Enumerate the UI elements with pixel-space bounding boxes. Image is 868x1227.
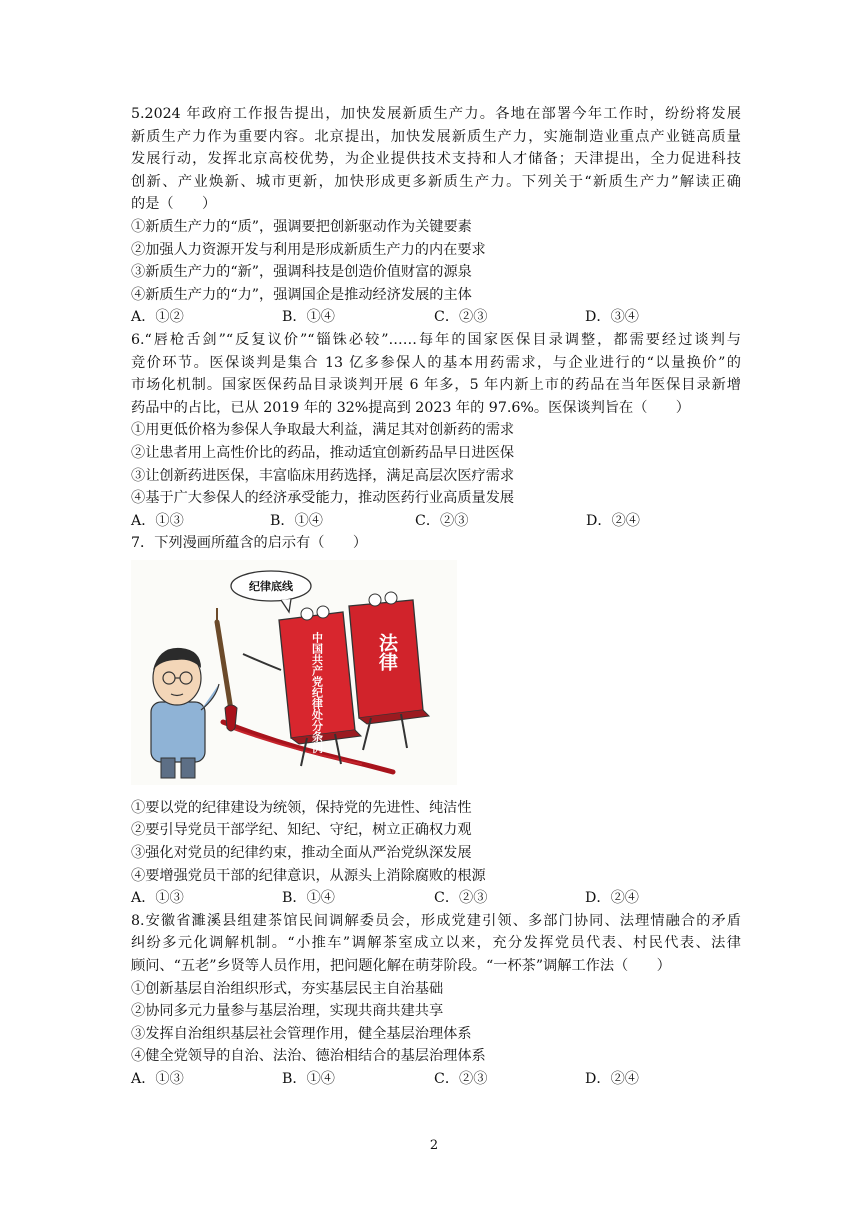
statement-item: ①要以党的纪律建设为统领，保持党的先进性、纯洁性 (131, 799, 472, 816)
question-stem-line: 8.安徽省濉溪县组建茶馆民间调解委员会，形成党建引领、多部门协同、法理情融合的矛盾 (131, 912, 741, 929)
option-a[interactable]: A．①② (131, 309, 184, 326)
page-content (131, 103, 741, 1091)
option-c[interactable]: C．②③ (434, 1071, 488, 1087)
statement-item: ④要增强党员干部的纪律意识，从源头上消除腐败的根源 (131, 867, 486, 884)
statement-item: ①创新基层自治组织形式，夯实基层民主自治基础 (131, 980, 444, 997)
statement-item: ③新质生产力的“新”，强调科技是创造价值财富的源泉 (131, 264, 472, 281)
option-b[interactable]: B．①④ (282, 1071, 335, 1087)
option-c[interactable]: C．②③ (434, 890, 488, 907)
question-stem-line: 发展行动，发挥北京高校优势，为企业提供技术支持和人才储备；天津提出，全力促进科技 (131, 151, 741, 168)
question-5 (131, 103, 741, 329)
option-b[interactable]: B．①④ (282, 309, 335, 326)
question-6 (131, 329, 741, 532)
question-stem-line: 纠纷多元化调解机制。“小推车”调解茶室成立以来，充分发挥党员代表、村民代表、法律 (131, 935, 741, 952)
option-d[interactable]: D．③④ (585, 309, 639, 326)
statement-item: ③让创新药进医保，丰富临床用药选择，满足高层次医疗需求 (131, 467, 515, 484)
statement-item: ①新质生产力的“质”，强调要把创新驱动作为关键要素 (131, 218, 472, 235)
question-stem-line: 顾问、“五老”乡贤等人员作用，把问题化解在萌芽阶段。“一杯茶”调解工作法（ ） (131, 958, 671, 975)
option-c[interactable]: C．②③ (434, 309, 488, 326)
cartoon-image (131, 560, 457, 785)
option-b[interactable]: B．①④ (270, 512, 323, 529)
option-d[interactable]: D．②④ (586, 512, 640, 529)
statement-item: ②协同多元力量参与基层治理，实现共商共建共享 (131, 1003, 444, 1020)
question-7 (131, 532, 741, 910)
question-stem-line: 新质生产力作为重要内容。北京提出，加快发展新质生产力，实施制造业重点产业链高质量 (131, 128, 741, 145)
statement-item: ③强化对党员的纪律约束，推动全面从严治党纵深发展 (131, 845, 472, 862)
question-stem-line: 5.2024 年政府工作报告提出，加快发展新质生产力。各地在部署今年工作时，纷纷将发展 (131, 106, 741, 122)
page-number: 2 (429, 1138, 439, 1153)
book-left-title: 中国共产党纪律处分条例 (310, 631, 324, 753)
option-d[interactable]: D．②④ (585, 890, 639, 907)
question-stem-line: 6.“唇枪舌剑”“反复议价”“锱铢必较”……每年的国家医保目录调整，都需要经过谈判与 (131, 331, 741, 348)
answer-options (131, 510, 741, 533)
book-right-title: 法律 (376, 632, 398, 671)
option-a[interactable]: A．①③ (131, 890, 184, 907)
question-stem-line: 市场化机制。国家医保药品目录谈判开展 6 年多，5 年内新上市的药品在当年医保目录新增 (131, 377, 741, 394)
question-stem-line: 竞价环节。医保谈判是集合 13 亿多参保人的基本用药需求，与企业进行的“以量换价”的 (131, 354, 741, 371)
option-c[interactable]: C．②③ (415, 512, 469, 529)
bubble-text: 纪律底线 (249, 579, 293, 593)
question-stem-line: 的是（ ） (131, 196, 217, 213)
question-stem-line: 创新、产业焕新、城市更新，加快形成更多新质生产力。下列关于“新质生产力”解读正确 (131, 173, 741, 190)
question-stem-line: 药品中的占比，已从 2019 年的 32%提高到 2023 年的 97.6%。医保谈判旨在（ ） (131, 399, 690, 416)
statement-item: ②要引导党员干部学纪、知纪、守纪，树立正确权力观 (131, 822, 472, 839)
statement-item: ①用更低价格为参保人争取最大利益，满足其对创新药的需求 (131, 422, 515, 439)
question-stem-line: 7．下列漫画所蕴含的启示有（ ） (131, 535, 368, 552)
statement-item: ③发挥自治组织基层社会管理作用，健全基层治理体系 (131, 1025, 472, 1042)
statement-item: ④基于广大参保人的经济承受能力，推动医药行业高质量发展 (131, 490, 515, 507)
option-d[interactable]: D．②④ (585, 1071, 639, 1087)
statement-item: ②让患者用上高性价比的药品，推动适宜创新药品早日进医保 (131, 444, 515, 461)
option-b[interactable]: B．①④ (282, 890, 335, 907)
statement-item: ④健全党领导的自治、法治、德治相结合的基层治理体系 (131, 1048, 486, 1065)
question-8 (131, 910, 741, 1091)
answer-options (131, 306, 741, 329)
statement-item: ④新质生产力的“力”，强调国企是推动经济发展的主体 (131, 286, 472, 303)
answer-options (131, 1068, 741, 1091)
statement-item: ②加强人力资源开发与利用是形成新质生产力的内在要求 (131, 241, 486, 258)
option-a[interactable]: A．①③ (131, 512, 184, 529)
answer-options (131, 887, 741, 910)
option-a[interactable]: A．①③ (131, 1071, 184, 1087)
